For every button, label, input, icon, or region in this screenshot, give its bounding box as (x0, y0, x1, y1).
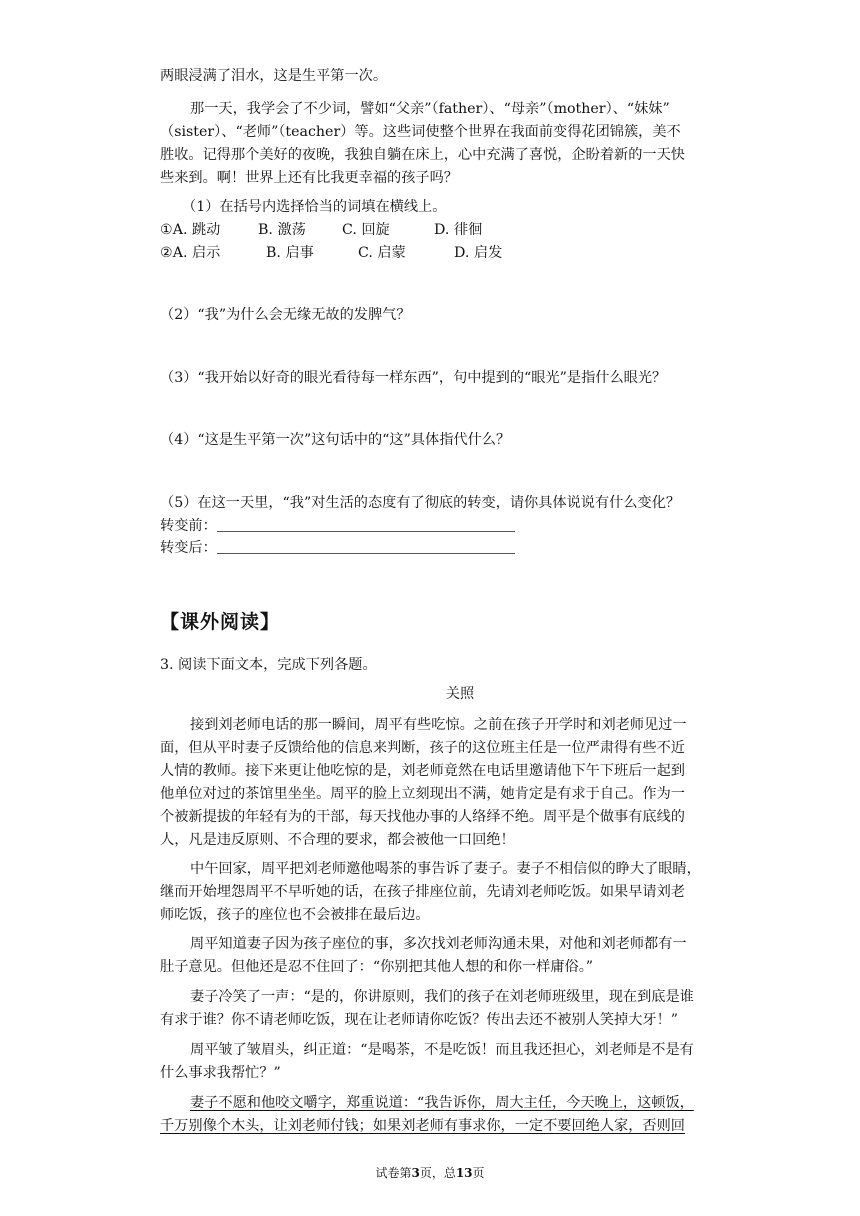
before-label: 转变前： (160, 518, 217, 534)
question-3-intro: 3. 阅读下面文本，完成下列各题。 (160, 657, 377, 673)
story-line-underlined: 妻子不愿和他咬文嚼字，郑重说道：“我告诉你，周大主任，今天晚上，这顿饭， (190, 1095, 694, 1111)
footer-page-number: 3 (411, 1166, 420, 1180)
footer-middle: 页，总 (419, 1166, 456, 1180)
footer-prefix: 试卷第 (375, 1166, 412, 1180)
story-line: 中午回家，周平把刘老师邀他喝茶的事告诉了妻子。妻子不相信似的睁大了眼睛， (190, 861, 701, 877)
section-heading: 【课外阅读】 (160, 611, 281, 633)
option: C. 回旋 (342, 222, 390, 238)
after-answer-blank[interactable] (217, 539, 515, 554)
option: B. 激荡 (258, 222, 306, 238)
question-3: （3）“我开始以好奇的眼光看待每一样东西”，句中提到的“眼光”是指什么眼光？ (160, 370, 667, 386)
story-line: 妻子冷笑了一声：“是的，你讲原则，我们的孩子在刘老师班级里，现在到底是谁 (190, 989, 694, 1005)
story-line: 个被新提拔的年轻有为的干部，每天找他办事的人络绎不绝。周平是个做事有底线的 (160, 809, 685, 825)
footer-total-pages: 13 (455, 1166, 473, 1180)
story-line: 继而开始埋怨周平不早听她的话，在孩子排座位前，先请刘老师吃饭。如果早请刘老 (160, 884, 685, 900)
question-2: （2）“我”为什么会无缘无故的发脾气？ (160, 307, 411, 323)
passage-line: 那一天，我学会了不少词，譬如“父亲”（father）、“母亲”（mother）、“妹妹” (190, 101, 670, 117)
story-line: 有求于谁？你不请老师吃饭，现在让老师请你吃饭？传出去还不被别人笑掉大牙！” (160, 1012, 679, 1028)
question-5: （5）在这一天里，“我”对生活的态度有了彻底的转变，请你具体说说有什么变化？ (160, 495, 681, 511)
story-line: 周平知道妻子因为孩子座位的事，多次找刘老师沟通未果，对他和刘老师都有一 (190, 936, 687, 952)
story-line: 师吃饭，孩子的座位也不会被排在最后边。 (160, 907, 430, 923)
footer-suffix: 页 (472, 1166, 485, 1180)
question-1-options-2 (160, 243, 502, 263)
story-line-underlined: 千万别像个木头，让刘老师付钱；如果刘老师有事求你，一定不要回绝人家，否则回 (160, 1118, 685, 1134)
option: D. 徘徊 (434, 222, 483, 238)
question-1: （1）在括号内选择恰当的词填在横线上。 (182, 199, 447, 215)
story-line: 人情的教师。接下来更让他吃惊的是，刘老师竟然在电话里邀请他下午下班后一起到 (160, 763, 685, 779)
story-line: 接到刘老师电话的那一瞬间，周平有些吃惊。之前在孩子开学时和刘老师见过一 (190, 717, 687, 733)
story-line: 周平皱了皱眉头，纠正道：“是喝茶，不是吃饭！而且我还担心，刘老师是不是有 (190, 1042, 694, 1058)
before-answer-row (160, 516, 515, 536)
story-title: 关照 (445, 686, 475, 702)
story-line: 他单位对过的茶馆里坐坐。周平的脸上立刻现出不满，她肯定是有求于自己。作为一 (160, 786, 685, 802)
option: ①A. 跳动 (160, 222, 221, 238)
story-line: 人，凡是违反原则、不合理的要求，都会被他一口回绝！ (160, 832, 515, 848)
question-1-options-1 (160, 220, 482, 240)
passage-line: 些来到。啊！世界上还有比我更幸福的孩子吗？ (160, 170, 458, 186)
question-4: （4）“这是生平第一次”这句话中的“这”具体指代什么？ (160, 432, 511, 448)
option: C. 启蒙 (358, 245, 406, 261)
passage-line: 胜收。记得那个美好的夜晚，我独自躺在床上，心中充满了喜悦，企盼着新的一天快 (160, 147, 685, 163)
story-line: 肚子意见。但他还是忍不住回了：“你别把其他人想的和你一样庸俗。” (160, 959, 594, 975)
passage-line: （sister）、“老师”（teacher）等。这些词使整个世界在我面前变得花团锦簇，美不 (160, 124, 681, 140)
before-answer-blank[interactable] (217, 517, 515, 532)
after-label: 转变后： (160, 540, 217, 556)
page-footer (0, 1164, 860, 1181)
option: D. 启发 (454, 245, 503, 261)
option: ②A. 启示 (160, 245, 221, 261)
story-line: 什么事求我帮忙？” (160, 1065, 281, 1081)
option: B. 启事 (266, 245, 314, 261)
passage-line: 两眼浸满了泪水，这是生平第一次。 (160, 68, 388, 84)
after-answer-row (160, 538, 515, 558)
story-line: 面，但从平时妻子反馈给他的信息来判断，孩子的这位班主任是一位严肃得有些不近 (160, 740, 685, 756)
